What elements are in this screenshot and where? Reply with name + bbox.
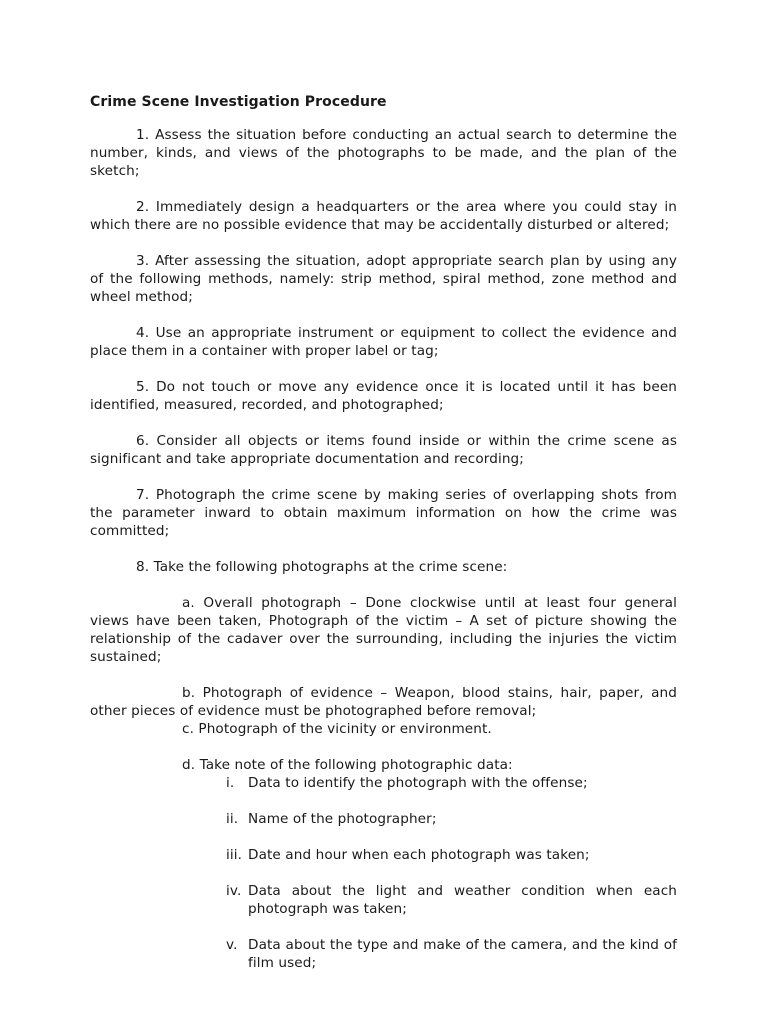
step-8: 8. Take the following photographs at the crime scene:: [136, 559, 508, 575]
photographic-data-list: [90, 774, 677, 972]
list-item-number: ii.: [226, 811, 239, 827]
step-2: 2. Immediately design a headquarters or the area where you could stay in which there are no possible evidence that may be accidentally disturbed or altered;: [90, 199, 677, 233]
sub-item-c: c. Photograph of the vicinity or environment.: [182, 721, 492, 737]
step-3: 3. After assessing the situation, adopt appropriate search plan by using any of the following methods, namely: strip method, spiral method, zone method and wheel method;: [90, 253, 677, 305]
list-item: [226, 810, 677, 828]
list-item-number: i.: [226, 775, 235, 791]
sub-item-b: b. Photograph of evidence – Weapon, blood stains, hair, paper, and other pieces of evidence must be photographed before removal;: [90, 685, 677, 719]
list-item-number: iv.: [226, 883, 242, 899]
step-6: 6. Consider all objects or items found inside or within the crime scene as significant and take appropriate documentation and recording;: [90, 433, 677, 467]
list-item-text: Date and hour when each photograph was taken;: [248, 847, 590, 863]
list-item-text: Data to identify the photograph with the offense;: [248, 775, 588, 791]
step-4: 4. Use an appropriate instrument or equipment to collect the evidence and place them in a container with proper label or tag;: [90, 325, 677, 359]
sub-item-a: a. Overall photograph – Done clockwise until at least four general views have been taken, Photograph of the victim – A set of picture showing the relationship of the cadaver over the surrounding, including the injuries the victim sustained;: [90, 595, 677, 665]
sub-item-d: d. Take note of the following photographic data:: [182, 757, 513, 773]
step-5: 5. Do not touch or move any evidence once it is located until it has been identified, measured, recorded, and photographed;: [90, 379, 677, 413]
list-item-text: Data about the light and weather condition when each photograph was taken;: [248, 883, 677, 917]
list-item-text: Data about the type and make of the camera, and the kind of film used;: [248, 937, 677, 971]
document-page: [90, 93, 677, 990]
list-item-text: Name of the photographer;: [248, 811, 437, 827]
list-item: [226, 774, 677, 792]
step-1: 1. Assess the situation before conducting an actual search to determine the number, kinds, and views of the photographs to be made, and the plan of the sketch;: [90, 127, 677, 179]
list-item: [226, 882, 677, 918]
list-item-number: v.: [226, 937, 238, 953]
list-item-number: iii.: [226, 847, 243, 863]
step-7: 7. Photograph the crime scene by making series of overlapping shots from the parameter inward to obtain maximum information on how the crime was committed;: [90, 487, 677, 539]
list-item: [226, 936, 677, 972]
document-title: Crime Scene Investigation Procedure: [90, 94, 387, 110]
list-item: [226, 846, 677, 864]
